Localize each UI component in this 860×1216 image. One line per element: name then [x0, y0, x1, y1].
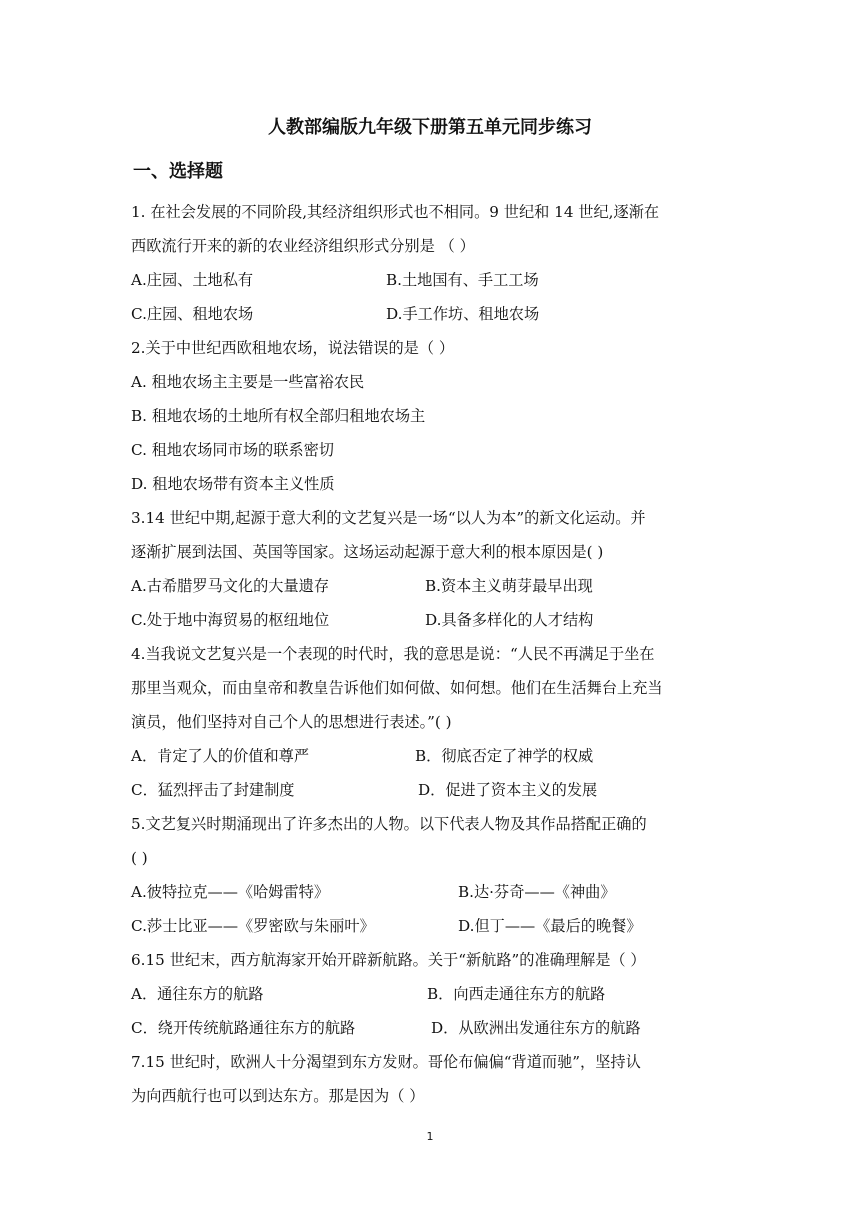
question-6-option-b: B．向西走通往东方的航路	[427, 985, 606, 1003]
page-number: 1	[426, 1130, 434, 1143]
question-1-option-c: C.庄园、租地农场	[131, 305, 254, 323]
document-title: 人教部编版九年级下册第五单元同步练习	[268, 117, 592, 138]
question-6-option-c: C．绕开传统航路通往东方的航路	[131, 1019, 356, 1037]
question-2-option-c: C. 租地农场同市场的联系密切	[131, 441, 334, 459]
question-3-line-1: 3.14 世纪中期,起源于意大利的文艺复兴是一场“以人为本”的新文化运动。并	[131, 509, 646, 527]
question-4-option-c: C．猛烈抨击了封建制度	[131, 781, 295, 799]
question-3-option-b: B.资本主义萌芽最早出现	[425, 577, 593, 595]
question-5-option-d: D.但丁——《最后的晚餐》	[458, 917, 642, 935]
question-5-line-1: 5.文艺复兴时期涌现出了许多杰出的人物。以下代表人物及其作品搭配正确的	[131, 815, 647, 833]
question-4-option-b: B．彻底否定了神学的权威	[415, 747, 594, 765]
question-3-option-a: A.古希腊罗马文化的大量遗存	[131, 577, 330, 595]
question-1-option-d: D.手工作坊、租地农场	[386, 305, 540, 323]
section-heading: 一、选择题	[133, 161, 223, 182]
question-1-line-1: 1. 在社会发展的不同阶段,其经济组织形式也不相同。9 世纪和 14 世纪,逐渐在	[131, 203, 660, 221]
question-4-option-a: A．肯定了人的价值和尊严	[131, 747, 310, 765]
question-5-option-b: B.达·芬奇——《神曲》	[458, 883, 616, 901]
question-1-option-b: B.土地国有、手工工场	[386, 271, 539, 289]
question-3-line-2: 逐渐扩展到法国、英国等国家。这场运动起源于意大利的根本原因是( )	[131, 543, 604, 561]
question-6-option-d: D．从欧洲出发通往东方的航路	[431, 1019, 641, 1037]
question-7-line-2: 为向西航行也可以到达东方。那是因为（ ）	[131, 1087, 425, 1105]
question-7-line-1: 7.15 世纪时，欧洲人十分渴望到东方发财。哥伦布偏偏“背道而驰”，坚持认	[131, 1053, 641, 1071]
question-5-option-c: C.莎士比亚——《罗密欧与朱丽叶》	[131, 917, 375, 935]
question-6-option-a: A．通往东方的航路	[131, 985, 264, 1003]
question-2-line-1: 2.关于中世纪西欧租地农场，说法错误的是（ ）	[131, 339, 455, 357]
question-5-option-a: A.彼特拉克——《哈姆雷特》	[131, 883, 330, 901]
question-2-option-d: D. 租地农场带有资本主义性质	[131, 475, 335, 493]
question-4-line-3: 演员，他们坚持对自己个人的思想进行表述。”( )	[131, 713, 452, 731]
question-4-option-d: D．促进了资本主义的发展	[418, 781, 598, 799]
question-3-option-c: C.处于地中海贸易的枢纽地位	[131, 611, 330, 629]
question-2-option-a: A. 租地农场主主要是一些富裕农民	[131, 373, 365, 391]
question-2-option-b: B. 租地农场的土地所有权全部归租地农场主	[131, 407, 426, 425]
question-1-option-a: A.庄园、土地私有	[131, 271, 254, 289]
question-4-line-2: 那里当观众，而由皇帝和教皇告诉他们如何做、如何想。他们在生活舞台上充当	[131, 679, 663, 697]
question-4-line-1: 4.当我说文艺复兴是一个表现的时代时，我的意思是说：“人民不再满足于坐在	[131, 645, 655, 663]
question-5-line-2: ( )	[131, 849, 148, 867]
question-3-option-d: D.具备多样化的人才结构	[425, 611, 594, 629]
question-6-line-1: 6.15 世纪末，西方航海家开始开辟新航路。关于“新航路”的准确理解是（ ）	[131, 951, 646, 969]
question-1-line-2: 西欧流行开来的新的农业经济组织形式分别是 （ ）	[131, 237, 475, 255]
